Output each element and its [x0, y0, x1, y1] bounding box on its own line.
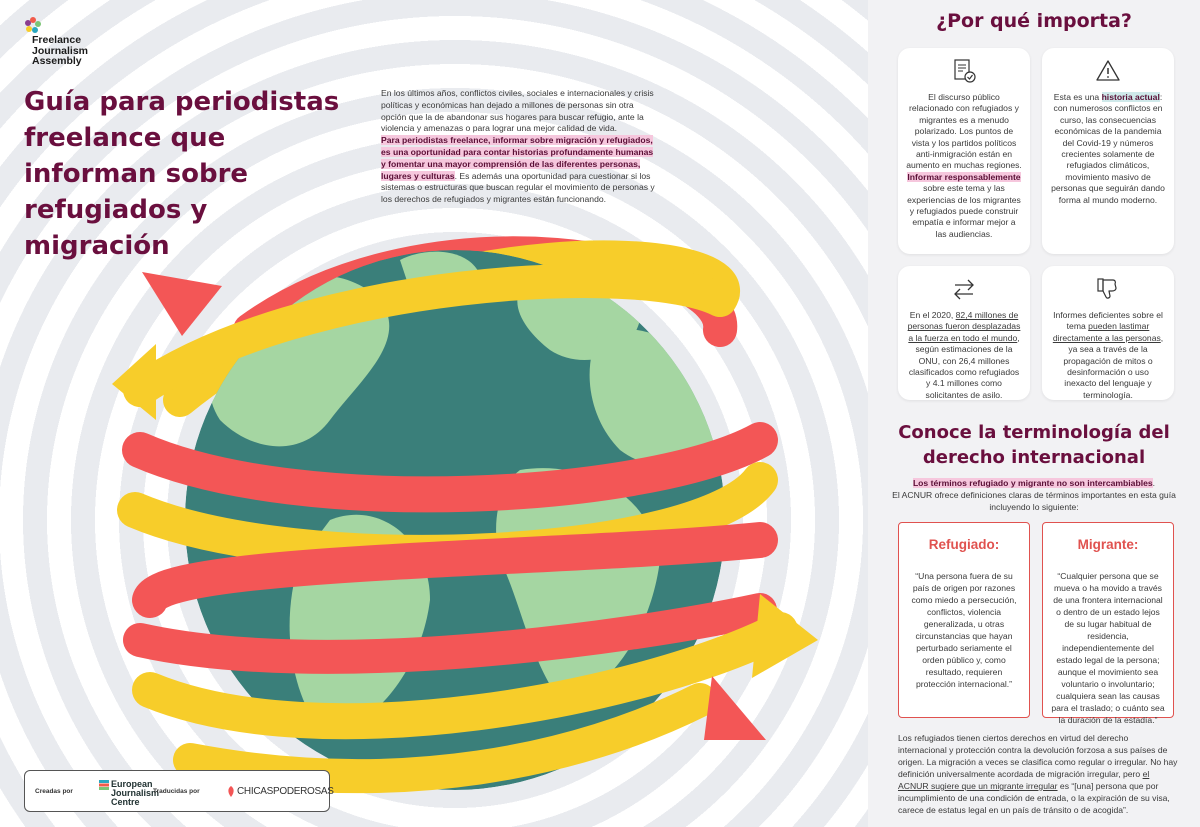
terms-subtitle-highlight: Los términos refugiado y migrante no son intercambiables	[912, 478, 1153, 488]
definition-refugiado	[898, 522, 1030, 718]
terms-heading-line-1: Conoce la terminología del	[898, 422, 1170, 443]
thumbs-down-icon	[1095, 276, 1121, 302]
star-logo-icon	[24, 16, 42, 34]
definition-refugiado-text: “Una persona fuera de su país de origen por razones como miedo a persecución, conflictos, violencia generalizada, u otras circunstancias que hayan perturbado seriamente el orden público y, como resultado, requieren protección internacional.”	[911, 571, 1017, 689]
card-highlight: Informar responsablemente	[907, 171, 1021, 182]
definition-migrante-title: Migrante:	[1077, 537, 1139, 552]
card-text: Informes deficientes sobre el tema	[1053, 310, 1163, 332]
terms-heading	[868, 420, 1200, 470]
page-title: Guía para periodistas freelance que informan sobre refugiados y migración	[24, 87, 340, 261]
red-arrowhead-topleft	[142, 272, 222, 336]
card-highlight[interactable]: pueden lastimar directamente a las personas	[1052, 321, 1161, 343]
yellow-arrowhead-right	[752, 594, 818, 678]
ejc-name[interactable]: European Journalism Centre	[111, 779, 160, 807]
why-heading: ¿Por qué importa?	[936, 10, 1132, 32]
translated-by-label: Traducidas por	[153, 788, 200, 795]
intro-text	[381, 88, 657, 206]
why-card-current	[1042, 48, 1174, 254]
card-text: : con numerosos conflictos en curso, las consecuencias económicas de la pandemia del Covid-19 y números crecientes solamente de refugiados climáticos, movimiento masivo de personas que seguirán dando forma al mundo moderno.	[1051, 92, 1165, 205]
yellow-arrowhead-left	[112, 344, 156, 420]
intro-paragraph-2: . Es además una oportunidad para cuestionar si los sistemas o estructuras que buscan regular el movimiento de personas y los derechos de refugiados y migrantes están funcionando.	[381, 170, 655, 205]
terms-subtitle	[888, 477, 1180, 513]
credits-box	[24, 770, 334, 812]
right-panel	[868, 0, 1200, 827]
red-arrowhead-bottomright	[704, 676, 766, 740]
footer-text	[898, 732, 1178, 816]
footer-paragraph-end: es “[una] persona que por incumplimiento de una condición de entrada, o la expiración de su visa, carece de estatus legal en un país de tránsito o de acogida”.	[898, 781, 1170, 815]
ejc-logo-icon	[99, 780, 109, 790]
card-text: , ya sea a través de la propagación de mitos o desinformación o uso inexacto del lenguaje y terminología.	[1063, 332, 1164, 400]
card-text: , según estimaciones de la ONU, con 26,4 millones clasificados como refugiados y 4.1 millones como solicitantes de asilo.	[908, 332, 1020, 400]
card-highlight[interactable]: 82,4 millones de personas fueron desplazadas a la fuerza en todo el mundo	[907, 310, 1021, 343]
created-by-label: Creadas por	[35, 788, 73, 795]
brand-name: Freelance Journalism Assembly	[32, 34, 89, 67]
definition-refugiado-title: Refugiado:	[928, 537, 1000, 552]
definition-migrante	[1042, 522, 1174, 725]
terms-subtitle-dot: .	[1152, 478, 1156, 488]
terms-heading-line-2: derecho internacional	[922, 447, 1146, 468]
footer-paragraph: Los refugiados tienen ciertos derechos en virtud del derecho internacional y protección contra la devolución forzosa a sus países de origen. La migración a veces se clasifica como regular o irregular. No hay definición universalmente acordada de migración irregular, pero	[898, 733, 1178, 779]
why-card-displaced	[898, 266, 1030, 400]
document-check-icon	[951, 58, 977, 84]
warning-icon	[1095, 58, 1121, 84]
card-text: Esta es una	[1053, 92, 1102, 102]
why-card-poor-reporting	[1042, 266, 1174, 400]
exchange-arrows-icon	[951, 276, 977, 302]
chicas-logo-icon	[227, 786, 235, 797]
terms-subtitle-text: El ACNUR ofrece definiciones claras de términos importantes en esta guía incluyendo lo siguiente:	[892, 490, 1176, 512]
intro-highlight: Para periodistas freelance, informar sobre migración y refugiados, es una oportunidad para contar historias profundamente humanas y fomentar una mayor comprensión de las diferentes personas, lugares y culturas	[381, 135, 654, 181]
definition-migrante-text: “Cualquier persona que se mueva o ha movido a través de una frontera internacional o dentro de un estado lejos de su lugar habitual de residencia, independientemente del estado legal de la persona; aunque el movimiento sea voluntario o involuntario; cualquiera sean las causas para el traslado; o cuánto sea la duración de la estadía.”	[1051, 571, 1165, 725]
acnur-link[interactable]: el ACNUR sugiere que un migrante irregular	[898, 769, 1150, 791]
chicas-name[interactable]: CHICASPODEROSAS	[237, 786, 334, 797]
card-highlight: historia actual	[1101, 92, 1160, 102]
intro-paragraph-1: En los últimos años, conflictos civiles, sociales e internacionales y crisis políticas y económicas han dejado a millones de personas sin otra opción que la de abandonar sus hogares para buscar refugio, ante la violencia y amenazas o para lograr una mejor calidad de vida.	[381, 88, 654, 134]
card-text: sobre este tema y las experiencias de los migrantes y refugiados puede construir empatía e informar mejor a las audiencias.	[907, 183, 1021, 239]
why-card-polarized	[898, 48, 1030, 254]
card-text: En el 2020,	[909, 310, 956, 320]
card-text: El discurso público relacionado con refugiados y migrantes es a menudo polarizado. Los puntos de vista y los partidos políticos anti-inmigración están en aumento en muchas regiones.	[906, 92, 1022, 171]
